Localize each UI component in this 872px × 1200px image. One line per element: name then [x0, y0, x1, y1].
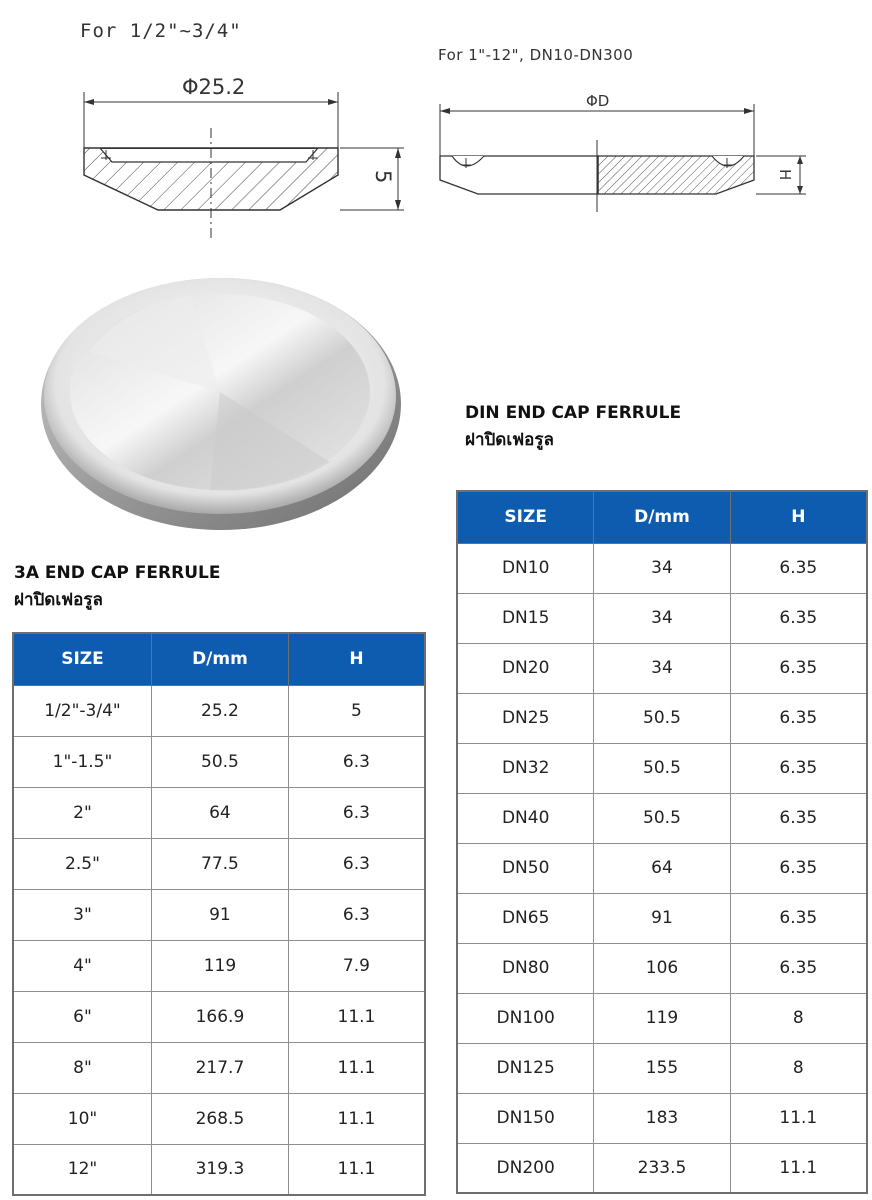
cell-diameter: 217.7 [151, 1042, 288, 1093]
table-row [457, 1143, 867, 1193]
cell-diameter: 64 [594, 843, 730, 893]
cell-height: 11.1 [288, 991, 425, 1042]
right-height-label: H [776, 169, 794, 181]
cell-diameter: 119 [594, 993, 730, 1043]
header-size: SIZE [13, 633, 151, 685]
cell-size: 6" [13, 991, 151, 1042]
table-row [457, 943, 867, 993]
table-row [457, 1093, 867, 1143]
table-row [457, 843, 867, 893]
din-section-subtitle: ฝาปิดเฟอรูล [465, 430, 554, 450]
cell-height: 6.35 [730, 843, 867, 893]
cell-diameter: 50.5 [594, 793, 730, 843]
cell-diameter: 34 [594, 643, 730, 693]
cell-height: 6.35 [730, 943, 867, 993]
cell-height: 6.35 [730, 693, 867, 743]
cell-diameter: 119 [151, 940, 288, 991]
cell-diameter: 155 [594, 1043, 730, 1093]
cell-diameter: 233.5 [594, 1143, 730, 1193]
cell-diameter: 91 [151, 889, 288, 940]
cell-diameter: 34 [594, 593, 730, 643]
cell-height: 11.1 [288, 1093, 425, 1144]
cell-size: 1"-1.5" [13, 736, 151, 787]
cell-size: 2" [13, 787, 151, 838]
header-diameter: D/mm [151, 633, 288, 685]
cell-height: 6.3 [288, 787, 425, 838]
cell-size: 8" [13, 1042, 151, 1093]
table-row [13, 685, 425, 736]
table-row [13, 1042, 425, 1093]
cell-height: 6.35 [730, 543, 867, 593]
a3-section-subtitle: ฝาปิดเฟอรูล [14, 590, 103, 610]
table-row [13, 1144, 425, 1195]
table-header-row [13, 633, 425, 685]
cell-height: 6.35 [730, 643, 867, 693]
cell-size: DN200 [457, 1143, 594, 1193]
table-row [13, 838, 425, 889]
cell-size: DN50 [457, 843, 594, 893]
header-size: SIZE [457, 491, 594, 543]
cell-diameter: 25.2 [151, 685, 288, 736]
drawing-right [440, 92, 806, 212]
drawing-left-for-label: For 1/2"~3/4" [80, 20, 242, 42]
cell-size: DN15 [457, 593, 594, 643]
cell-size: 12" [13, 1144, 151, 1195]
right-diameter-label: ΦD [586, 92, 610, 110]
cell-height: 6.3 [288, 838, 425, 889]
cell-size: DN125 [457, 1043, 594, 1093]
cell-diameter: 91 [594, 893, 730, 943]
a3-spec-table [12, 632, 426, 1196]
table-row [457, 893, 867, 943]
header-diameter: D/mm [594, 491, 730, 543]
cell-height: 6.3 [288, 889, 425, 940]
cell-height: 8 [730, 1043, 867, 1093]
table-row [457, 993, 867, 1043]
table-row [457, 543, 867, 593]
cell-size: 2.5" [13, 838, 151, 889]
cell-diameter: 268.5 [151, 1093, 288, 1144]
cell-diameter: 50.5 [594, 743, 730, 793]
cell-height: 11.1 [730, 1093, 867, 1143]
a3-section-title: 3A END CAP FERRULE [14, 563, 221, 583]
table-row [13, 889, 425, 940]
cell-height: 11.1 [288, 1144, 425, 1195]
cell-height: 6.35 [730, 893, 867, 943]
cell-size: DN40 [457, 793, 594, 843]
cell-height: 7.9 [288, 940, 425, 991]
cell-size: DN20 [457, 643, 594, 693]
cell-diameter: 319.3 [151, 1144, 288, 1195]
cell-size: 1/2"-3/4" [13, 685, 151, 736]
cell-size: 10" [13, 1093, 151, 1144]
din-spec-table [456, 490, 868, 1194]
cell-size: DN80 [457, 943, 594, 993]
cell-height: 8 [730, 993, 867, 1043]
left-height-label: 5 [371, 170, 395, 184]
drawing-left [84, 75, 404, 238]
cell-size: DN10 [457, 543, 594, 593]
cell-size: 4" [13, 940, 151, 991]
cell-height: 6.35 [730, 593, 867, 643]
cell-diameter: 34 [594, 543, 730, 593]
cell-height: 5 [288, 685, 425, 736]
cell-height: 11.1 [288, 1042, 425, 1093]
cell-size: DN65 [457, 893, 594, 943]
header-height: H [730, 491, 867, 543]
cell-diameter: 166.9 [151, 991, 288, 1042]
drawing-right-for-label: For 1"-12", DN10-DN300 [438, 46, 634, 64]
header-height: H [288, 633, 425, 685]
table-row [13, 1093, 425, 1144]
table-row [13, 736, 425, 787]
cell-diameter: 50.5 [151, 736, 288, 787]
left-diameter-label: Φ25.2 [182, 75, 246, 99]
cell-size: 3" [13, 889, 151, 940]
cell-diameter: 50.5 [594, 693, 730, 743]
table-row [457, 1043, 867, 1093]
table-row [457, 693, 867, 743]
cell-diameter: 106 [594, 943, 730, 993]
technical-drawings [0, 0, 872, 250]
cell-size: DN32 [457, 743, 594, 793]
cell-height: 6.35 [730, 743, 867, 793]
table-row [457, 743, 867, 793]
cell-diameter: 64 [151, 787, 288, 838]
cell-height: 6.35 [730, 793, 867, 843]
table-row [457, 793, 867, 843]
table-row [13, 991, 425, 1042]
table-header-row [457, 491, 867, 543]
cell-diameter: 183 [594, 1093, 730, 1143]
cell-height: 6.3 [288, 736, 425, 787]
din-section-title: DIN END CAP FERRULE [465, 403, 682, 423]
table-row [13, 787, 425, 838]
cell-height: 11.1 [730, 1143, 867, 1193]
cell-size: DN100 [457, 993, 594, 1043]
cell-diameter: 77.5 [151, 838, 288, 889]
table-row [457, 593, 867, 643]
table-row [457, 643, 867, 693]
end-cap-ferrule-photo [30, 262, 412, 544]
cell-size: DN25 [457, 693, 594, 743]
cell-size: DN150 [457, 1093, 594, 1143]
table-row [13, 940, 425, 991]
